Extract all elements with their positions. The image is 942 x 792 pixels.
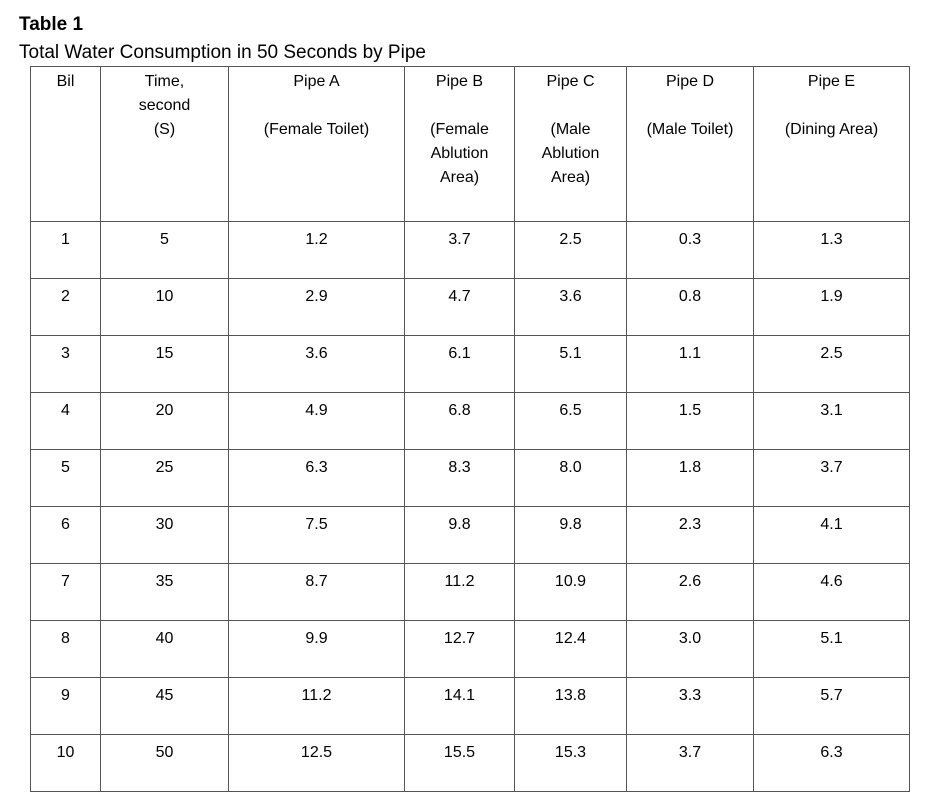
table-cell: 5: [101, 222, 229, 279]
table-row: [31, 678, 910, 735]
table-cell: 3: [31, 336, 101, 393]
table-cell: 1.2: [229, 222, 405, 279]
table-cell: 15.3: [515, 735, 627, 792]
table-cell: 12.5: [229, 735, 405, 792]
table-cell: 9.8: [515, 507, 627, 564]
table-cell: 35: [101, 564, 229, 621]
header-subtitle-line: (Female: [430, 121, 489, 138]
table-cell: 3.7: [754, 450, 910, 507]
table-cell: 5.1: [515, 336, 627, 393]
header-spacer: [754, 94, 909, 118]
header-subtitle-line: Area): [439, 169, 480, 186]
table-cell: 9.8: [405, 507, 515, 564]
header-title: Pipe E: [807, 73, 856, 90]
table-cell: 15: [101, 336, 229, 393]
table-cell: 8.7: [229, 564, 405, 621]
col-bil-header: [31, 67, 101, 222]
col-pipe-a-header: [229, 67, 405, 222]
table-cell: 6.3: [229, 450, 405, 507]
table-cell: 1.9: [754, 279, 910, 336]
header-title: Time,: [144, 73, 185, 90]
header-row: [31, 67, 910, 222]
table-cell: 8: [31, 621, 101, 678]
header-subtitle-line: (S): [153, 121, 176, 138]
header-subtitle-line: (Male: [550, 121, 591, 138]
table-cell: 1.8: [627, 450, 754, 507]
table-cell: 2.9: [229, 279, 405, 336]
header-spacer: [229, 94, 404, 118]
table-cell: 1: [31, 222, 101, 279]
table-cell: 1.1: [627, 336, 754, 393]
table-cell: 2: [31, 279, 101, 336]
header-subtitle-line: Area): [550, 169, 591, 186]
table-row: [31, 564, 910, 621]
col-pipe-e-header: [754, 67, 910, 222]
table-cell: 1.5: [627, 393, 754, 450]
table-cell: 10: [31, 735, 101, 792]
header-subtitle-line: second: [138, 97, 191, 114]
table-cell: 12.7: [405, 621, 515, 678]
table-cell: 8.3: [405, 450, 515, 507]
table-cell: 4.7: [405, 279, 515, 336]
table-cell: 30: [101, 507, 229, 564]
table-cell: 13.8: [515, 678, 627, 735]
table-row: [31, 222, 910, 279]
table-cell: 40: [101, 621, 229, 678]
table-cell: 8.0: [515, 450, 627, 507]
header-subtitle-line: Ablution: [541, 145, 600, 162]
header-title: Pipe D: [665, 73, 715, 90]
table-cell: 3.7: [627, 735, 754, 792]
table-cell: 6.3: [754, 735, 910, 792]
col-pipe-b-header: [405, 67, 515, 222]
table-cell: 11.2: [405, 564, 515, 621]
table-cell: 4.6: [754, 564, 910, 621]
table-cell: 5.7: [754, 678, 910, 735]
table-cell: 3.0: [627, 621, 754, 678]
table-cell: 6.5: [515, 393, 627, 450]
col-pipe-c-header: [515, 67, 627, 222]
table-cell: 12.4: [515, 621, 627, 678]
table-cell: 9: [31, 678, 101, 735]
header-title: Pipe C: [546, 73, 595, 90]
header-title: Bil: [56, 73, 75, 90]
table-cell: 25: [101, 450, 229, 507]
table-cell: 3.6: [515, 279, 627, 336]
table-cell: 6.1: [405, 336, 515, 393]
col-pipe-d-header: [627, 67, 754, 222]
table-cell: 2.3: [627, 507, 754, 564]
table-cell: 11.2: [229, 678, 405, 735]
table-cell: 7: [31, 564, 101, 621]
header-subtitle-line: (Male Toilet): [646, 121, 734, 138]
table-cell: 10: [101, 279, 229, 336]
table-cell: 4.1: [754, 507, 910, 564]
header-spacer: [405, 94, 514, 118]
header-spacer: [627, 94, 753, 118]
table-cell: 20: [101, 393, 229, 450]
header-spacer: [515, 94, 626, 118]
table-cell: 10.9: [515, 564, 627, 621]
table-cell: 50: [101, 735, 229, 792]
table-cell: 2.5: [754, 336, 910, 393]
table-cell: 4.9: [229, 393, 405, 450]
table-row: [31, 450, 910, 507]
table-row: [31, 621, 910, 678]
table-cell: 2.5: [515, 222, 627, 279]
table-cell: 1.3: [754, 222, 910, 279]
table-cell: 9.9: [229, 621, 405, 678]
header-title: Pipe B: [435, 73, 484, 90]
table-row: [31, 393, 910, 450]
header-subtitle-line: (Dining Area): [784, 121, 879, 138]
table-cell: 15.5: [405, 735, 515, 792]
header-subtitle-line: (Female Toilet): [263, 121, 370, 138]
table-cell: 6: [31, 507, 101, 564]
table-cell: 45: [101, 678, 229, 735]
table-cell: 3.6: [229, 336, 405, 393]
table-cell: 3.1: [754, 393, 910, 450]
header-subtitle-line: Ablution: [430, 145, 489, 162]
table-cell: 3.7: [405, 222, 515, 279]
table-cell: 5.1: [754, 621, 910, 678]
table-row: [31, 279, 910, 336]
header-title: Pipe A: [293, 73, 340, 90]
table-row: [31, 735, 910, 792]
col-time-header: [101, 67, 229, 222]
table-cell: 14.1: [405, 678, 515, 735]
table-row: [31, 507, 910, 564]
table-cell: 0.8: [627, 279, 754, 336]
table-cell: 6.8: [405, 393, 515, 450]
table-cell: 7.5: [229, 507, 405, 564]
table-caption: Total Water Consumption in 50 Seconds by Pipe: [19, 42, 426, 63]
table-cell: 3.3: [627, 678, 754, 735]
table-row: [31, 336, 910, 393]
table-cell: 2.6: [627, 564, 754, 621]
table-cell: 4: [31, 393, 101, 450]
table-body: [31, 222, 910, 792]
table-cell: 0.3: [627, 222, 754, 279]
table-cell: 5: [31, 450, 101, 507]
table-label: Table 1: [19, 14, 84, 35]
water-consumption-table: [30, 66, 910, 792]
